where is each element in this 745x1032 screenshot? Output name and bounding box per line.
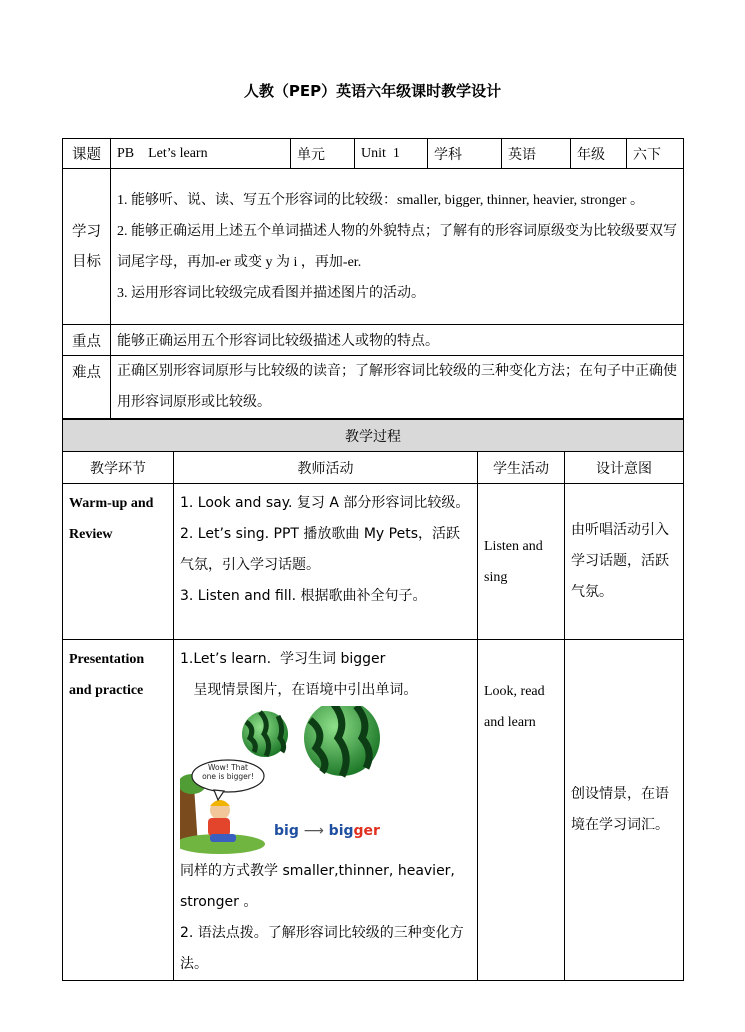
stage-cell: Warm-up and Review xyxy=(63,484,174,640)
column-header-student: 学生活动 xyxy=(478,452,565,484)
unit-value: Unit 1 xyxy=(355,139,428,169)
column-header-intent: 设计意图 xyxy=(565,452,684,484)
teacher-step: 同样的方式教学 smaller,thinner, heavier, stronger 。 xyxy=(180,863,455,910)
arrow-right-icon: ⟶ xyxy=(303,823,324,839)
page-title: 人教（PEP）英语六年级课时教学设计 xyxy=(243,82,502,100)
table-row xyxy=(63,640,684,981)
teacher-step: 3. Listen and fill. 根据歌曲补全句子。 xyxy=(180,588,427,604)
grade-label: 年级 xyxy=(571,139,627,169)
teacher-step: 2. Let’s sing. PPT 播放歌曲 My Pets，活跃气氛，引入学习话题。 xyxy=(180,526,460,573)
speech-bubble-text: Wow! That one is bigger! xyxy=(202,763,254,781)
subject-label: 学科 xyxy=(428,139,502,169)
design-intent-cell: 创设情景，在语境在学习词汇。 xyxy=(565,640,684,981)
objective-item: 2. 能够正确运用上述五个单词描述人物的外貌特点；了解有的形容词原级变为比较级要双写词尾字母，再加-er 或变 y 为 i ，再加-er. xyxy=(117,223,677,270)
teacher-step: 1.Let’s learn. 学习生词 bigger xyxy=(180,651,386,667)
difficulty-value: 正确区别形容词原形与比较级的读音；了解形容词比较级的三种变化方法；在句子中正确使用形容词原形或比较级。 xyxy=(111,356,684,419)
word-comparative-suffix: ger xyxy=(353,823,380,839)
teacher-activity-cell xyxy=(174,484,478,640)
word-transform xyxy=(274,816,380,847)
topic-value: PB Let’s learn xyxy=(111,139,291,169)
difficulty-label: 难点 xyxy=(63,356,111,419)
column-header-stage: 教学环节 xyxy=(63,452,174,484)
process-table xyxy=(62,419,684,981)
key-label: 重点 xyxy=(63,325,111,356)
stage-cell: Presentation and practice xyxy=(63,640,174,981)
big-watermelon xyxy=(304,706,380,776)
table-row xyxy=(63,484,684,640)
info-table xyxy=(62,138,684,419)
student-activity-cell: Listen and sing xyxy=(478,484,565,640)
topic-label: 课题 xyxy=(63,139,111,169)
objective-item: 3. 运用形容词比较级完成看图并描述图片的活动。 xyxy=(117,285,425,301)
subject-value: 英语 xyxy=(502,139,571,169)
teacher-step: 呈现情景图片，在语境中引出单词。 xyxy=(180,682,418,698)
watermelon-picture xyxy=(180,706,471,856)
key-value: 能够正确运用五个形容词比较级描述人或物的特点。 xyxy=(111,325,684,356)
process-header: 教学过程 xyxy=(63,420,684,452)
objectives-label: 学习目标 xyxy=(63,169,111,325)
objective-item: 1. 能够听、说、读、写五个形容词的比较级：smaller, bigger, thinner, heavier, stronger 。 xyxy=(117,192,644,208)
teacher-step: 1. Look and say. 复习 A 部分形容词比较级。 xyxy=(180,495,470,511)
teacher-activity-cell xyxy=(174,640,478,981)
design-intent-cell: 由听唱活动引入学习话题，活跃气氛。 xyxy=(565,484,684,640)
teacher-step: 2. 语法点拨。了解形容词比较级的三种变化方法。 xyxy=(180,925,464,972)
grade-value: 六下 xyxy=(627,139,684,169)
column-header-teacher: 教师活动 xyxy=(174,452,478,484)
small-watermelon xyxy=(242,711,288,757)
objectives-cell xyxy=(111,169,684,325)
unit-label: 单元 xyxy=(291,139,355,169)
student-activity-cell: Look, read and learn xyxy=(478,640,565,981)
word-base: big xyxy=(274,823,299,839)
word-comparative-root: big xyxy=(328,823,354,839)
